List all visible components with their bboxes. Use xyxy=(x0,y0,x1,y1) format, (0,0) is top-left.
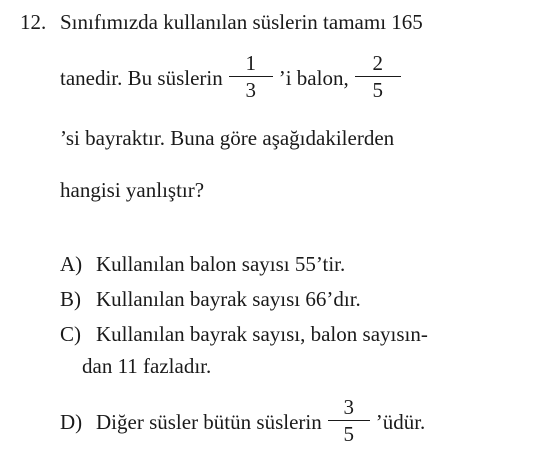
option-text-line-1: Kullanılan bayrak sayısı, balon sayısın- xyxy=(96,322,428,346)
option-letter: D) xyxy=(60,409,83,434)
question-line-2-mid: ’i balon, xyxy=(278,65,349,90)
option-c xyxy=(60,322,428,346)
option-text: Kullanılan bayrak sayısı 66’dır. xyxy=(96,287,361,311)
question-line-4: hangisi yanlıştır? xyxy=(60,178,205,202)
question-number: 12. xyxy=(20,10,47,34)
question-line-2 xyxy=(60,46,401,110)
option-text-line-2: dan 11 fazladır. xyxy=(82,354,212,378)
option-b xyxy=(60,287,361,311)
question-line-2-text: tanedir. Bu süslerin xyxy=(60,65,223,90)
fraction-bar xyxy=(328,420,370,421)
option-c-continuation xyxy=(82,354,211,378)
fraction-two-fifths xyxy=(355,51,401,102)
fraction-numerator: 3 xyxy=(343,394,354,419)
fraction-one-third xyxy=(229,51,273,102)
question-line-1: Sınıfımızda kullanılan süslerin tamamı 165 xyxy=(60,10,423,34)
option-a xyxy=(60,252,345,276)
question-line-3: ’si bayraktır. Buna göre aşağıdakilerden xyxy=(60,126,395,150)
option-d xyxy=(60,390,425,454)
fraction-numerator: 2 xyxy=(372,50,383,75)
fraction-bar xyxy=(355,76,401,77)
option-letter: C) xyxy=(60,322,81,346)
option-letter: A) xyxy=(60,252,83,276)
fraction-denominator: 5 xyxy=(372,77,383,102)
fraction-bar xyxy=(229,76,273,77)
option-text: Diğer süsler bütün süslerin xyxy=(96,409,322,434)
fraction-three-fifths xyxy=(328,395,370,446)
fraction-denominator: 3 xyxy=(245,77,256,102)
option-letter: B) xyxy=(60,287,81,311)
option-text-post: ’üdür. xyxy=(375,409,426,434)
option-text: Kullanılan balon sayısı 55’tir. xyxy=(96,252,346,276)
fraction-denominator: 5 xyxy=(343,421,354,446)
fraction-numerator: 1 xyxy=(245,50,256,75)
